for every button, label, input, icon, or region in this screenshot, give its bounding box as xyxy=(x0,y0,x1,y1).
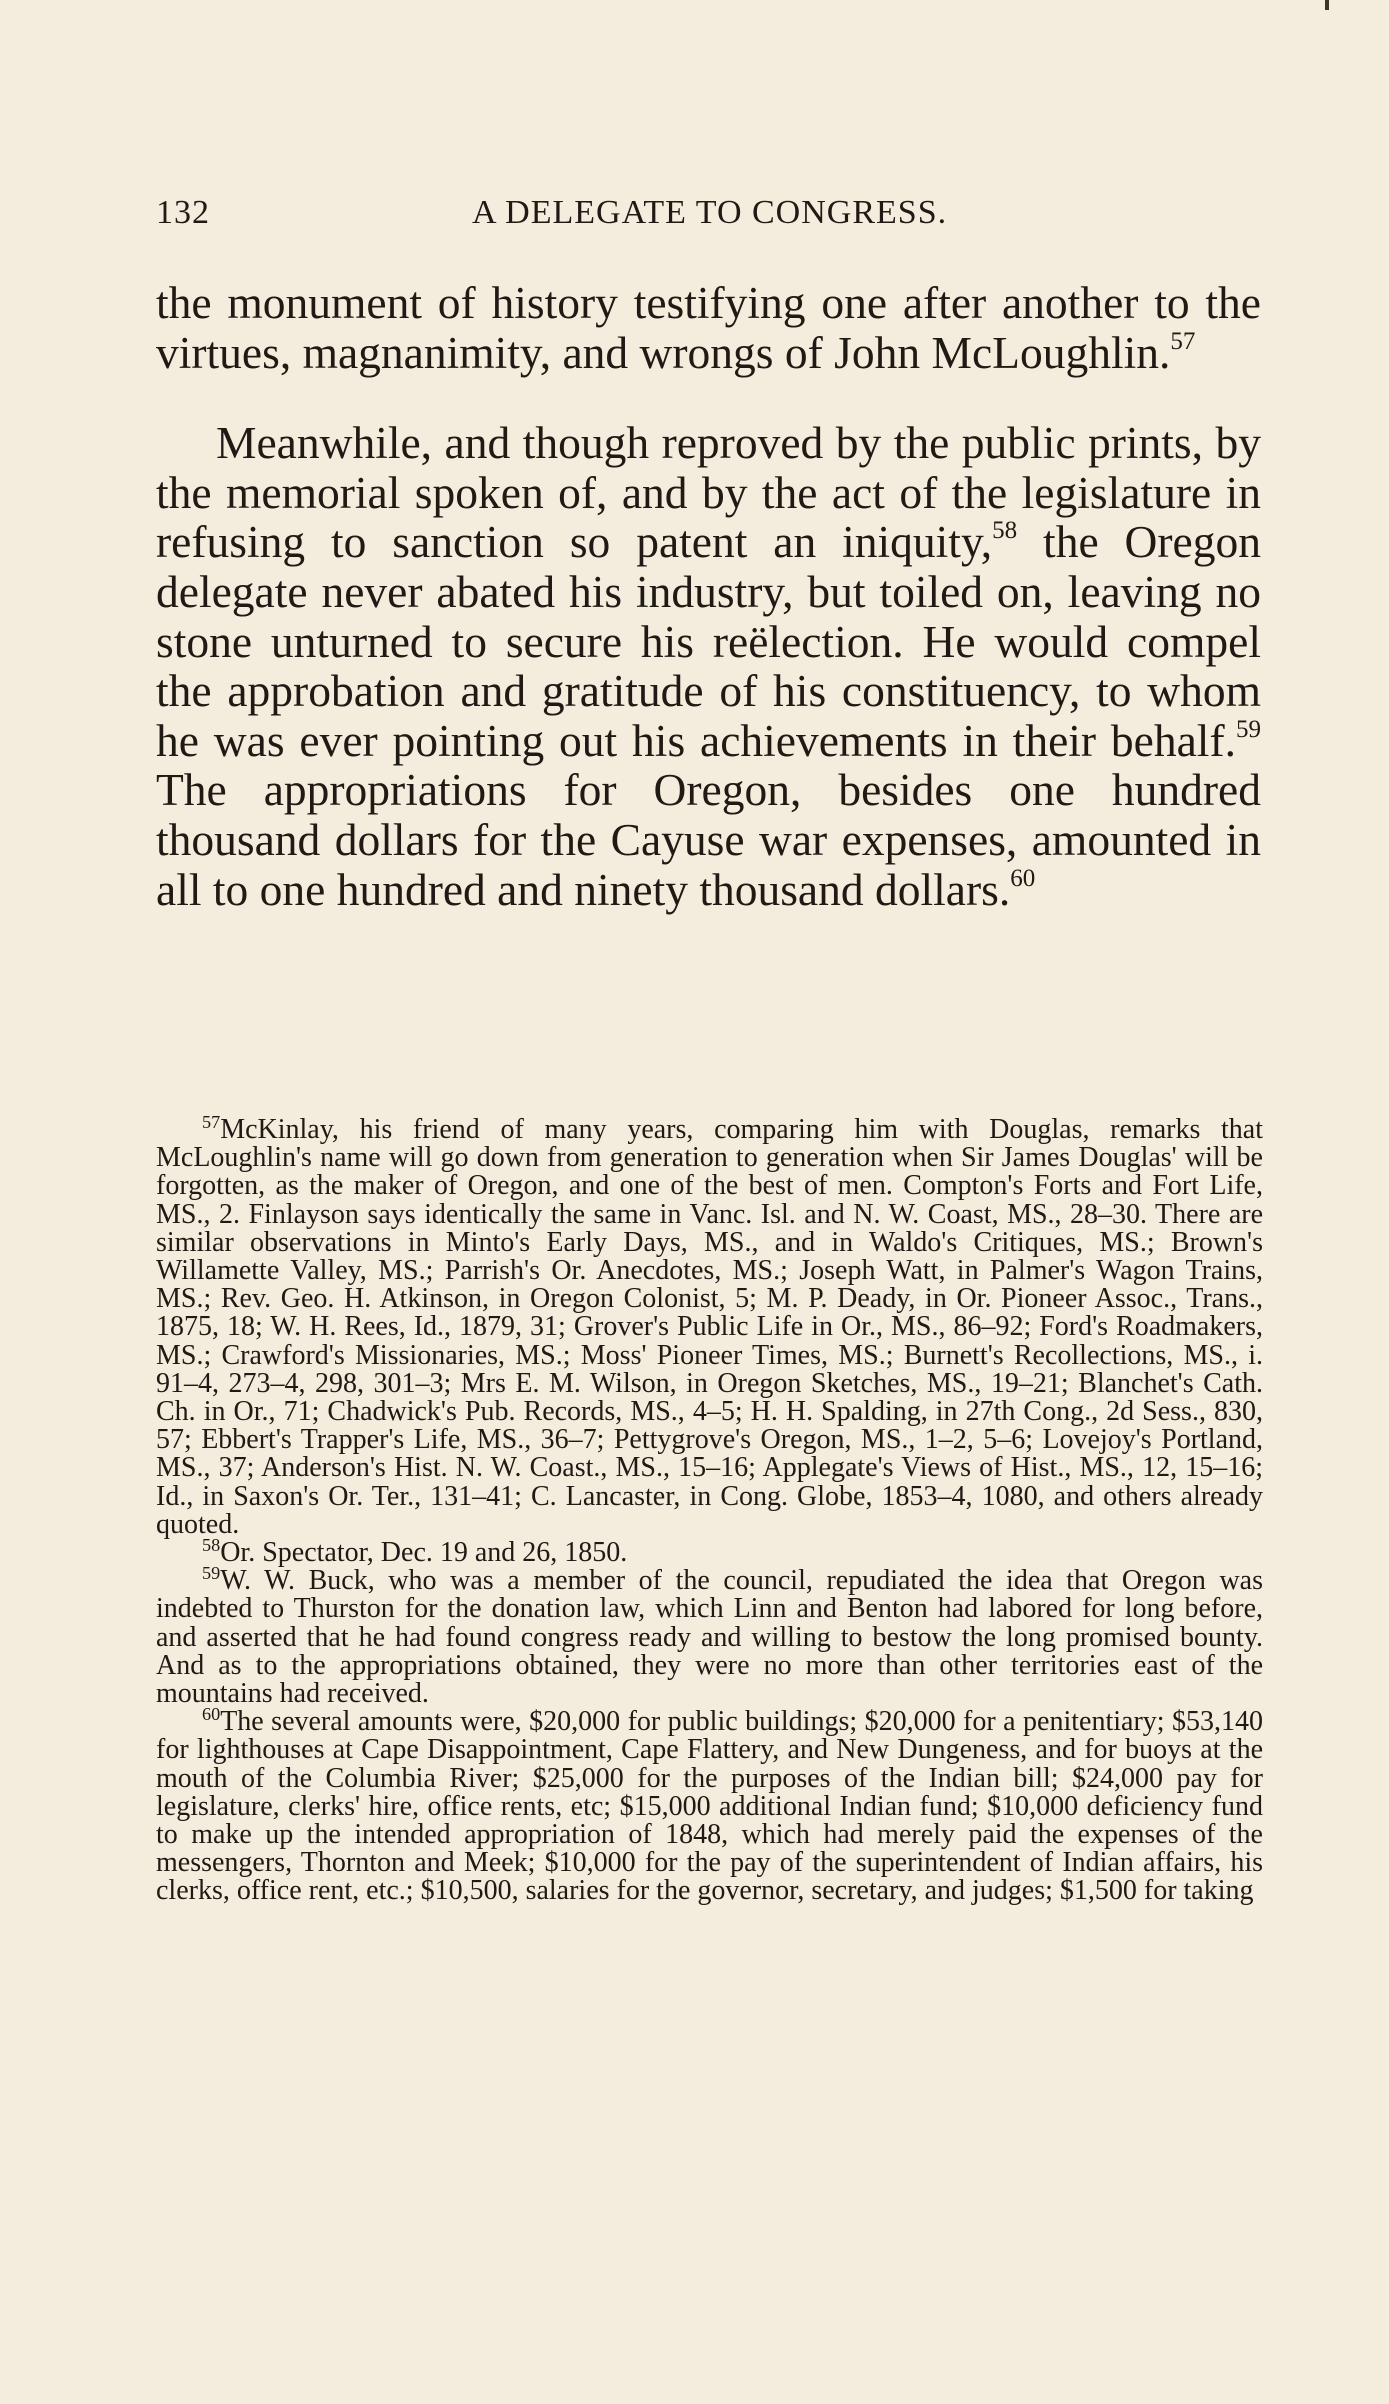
footnotes xyxy=(156,1112,1263,1907)
footnote-ref-60: 60 xyxy=(1010,864,1036,892)
main-text xyxy=(156,278,1261,914)
footnote-ref-57: 57 xyxy=(1170,327,1196,355)
footnote-text: McKinlay, his friend of many years, comparing him with Douglas, remarks that McLoughlin's name will go down from generation to generation when Sir James Douglas' will be forgotten, as the maker of Oregon, and one of the best of men. Compton's Forts and Fort Life, MS., 2. Finlayson says identically the same in Vanc. Isl. and N. W. Coast, MS., 28–30. There are similar observations in Minto's Early Days, MS., and in Waldo's Critiques, MS.; Brown's Willamette Valley, MS.; Parrish's Or. Anecdotes, MS.; Joseph Watt, in Palmer's Wagon Trains, MS.; Rev. Geo. H. Atkinson, in Oregon Colonist, 5; M. P. Deady, in Or. Pioneer Assoc., Trans., 1875, 18; W. H. Rees, Id., 1879, 31; Grover's Public Life in Or., MS., 86–92; Ford's Roadmakers, MS.; Crawford's Missionaries, MS.; Moss' Pioneer Times, MS.; Burnett's Recollections, MS., i. 91–4, 273–4, 298, 301–3; Mrs E. M. Wilson, in Oregon Sketches, MS., 19–21; Blanchet's Cath. Ch. in Or., 71; Chadwick's Pub. Records, MS., 4–5; H. H. Spalding, in 27th Cong., 2d Sess., 830, 57; Ebbert's Trapper's Life, MS., 36–7; Pettygrove's Oregon, MS., 1–2, 5–6; Lovejoy's Portland, MS., 37; Anderson's Hist. N. W. Coast., MS., 15–16; Applegate's Views of Hist., MS., 12, 15–16; Id., in Saxon's Or. Ter., 131–41; C. Lancaster, in Cong. Globe, 1853–4, 1080, and others already quoted. xyxy=(156,1114,1263,1540)
footnote-text: W. W. Buck, who was a member of the council, repudiated the idea that Oregon was indebted to Thurston for the donation law, which Linn and Benton had labored for long before, and asserted that he had found congress ready and willing to bestow the long promised bounty. And as to the appropriations obtained, they were no more than other territories east of the mountains had received. xyxy=(156,1565,1263,1710)
paragraph-2 xyxy=(156,418,1261,914)
footnote-number: 57 xyxy=(202,1112,221,1132)
footnote-ref-59: 59 xyxy=(1235,715,1261,743)
footnote-ref-58: 58 xyxy=(992,517,1018,545)
footnote-60 xyxy=(156,1704,1263,1907)
page-number: 132 xyxy=(156,194,210,231)
footnote-57 xyxy=(156,1112,1263,1540)
footnote-59 xyxy=(156,1563,1263,1710)
footnote-number: 58 xyxy=(202,1535,221,1556)
paragraph-1-text: the monument of history testifying one after another to the virtues, magnanimity, and wrongs of John McLoughlin. xyxy=(156,277,1261,378)
footnote-number: 59 xyxy=(202,1563,221,1584)
paragraph-2-part-b: the Oregon delegate never abated his industry, but toiled on, leaving no stone unturned to secure his reëlection. He would compel the approbation and gratitude of his constituency, to whom he was ever pointing out his achievements in their behalf. xyxy=(156,516,1261,766)
footnote-text: The several amounts were, $20,000 for public buildings; $20,000 for a penitentiary; $53,140 for lighthouses at Cape Disappointment, Cape Flattery, and New Dungeness, and for buoys at the mouth of the Columbia River; $25,000 for the purposes of the Indian bill; $24,000 pay for legislature, clerks' hire, office rents, etc; $15,000 additional Indian fund; $10,000 deficiency fund to make up the intended appropriation of 1848, which had merely paid the expenses of the messengers, Thornton and Meek; $10,000 for the pay of the superintendent of Indian affairs, his clerks, office rent, etc.; $10,500, salaries for the governor, secretary, and judges; $1,500 for taking xyxy=(156,1706,1263,1907)
page-edge-mark xyxy=(1325,0,1329,10)
footnote-number: 60 xyxy=(202,1704,221,1725)
footnote-text: Or. Spectator, Dec. 19 and 26, 1850. xyxy=(220,1537,628,1569)
footnote-58 xyxy=(156,1535,1263,1569)
paragraph-2-part-a: Meanwhile, and though reproved by the public prints, by the memorial spoken of, and by the act of the legislature in refusing to sanction so patent an iniquity, xyxy=(156,417,1261,568)
paragraph-2-part-c: The appropriations for Oregon, besides one hundred thousand dollars for the Cayuse war expenses, amounted in all to one hundred and ninety thousand dollars. xyxy=(156,764,1261,915)
running-title: A DELEGATE TO CONGRESS. xyxy=(472,194,948,231)
paragraph-1 xyxy=(156,278,1261,377)
